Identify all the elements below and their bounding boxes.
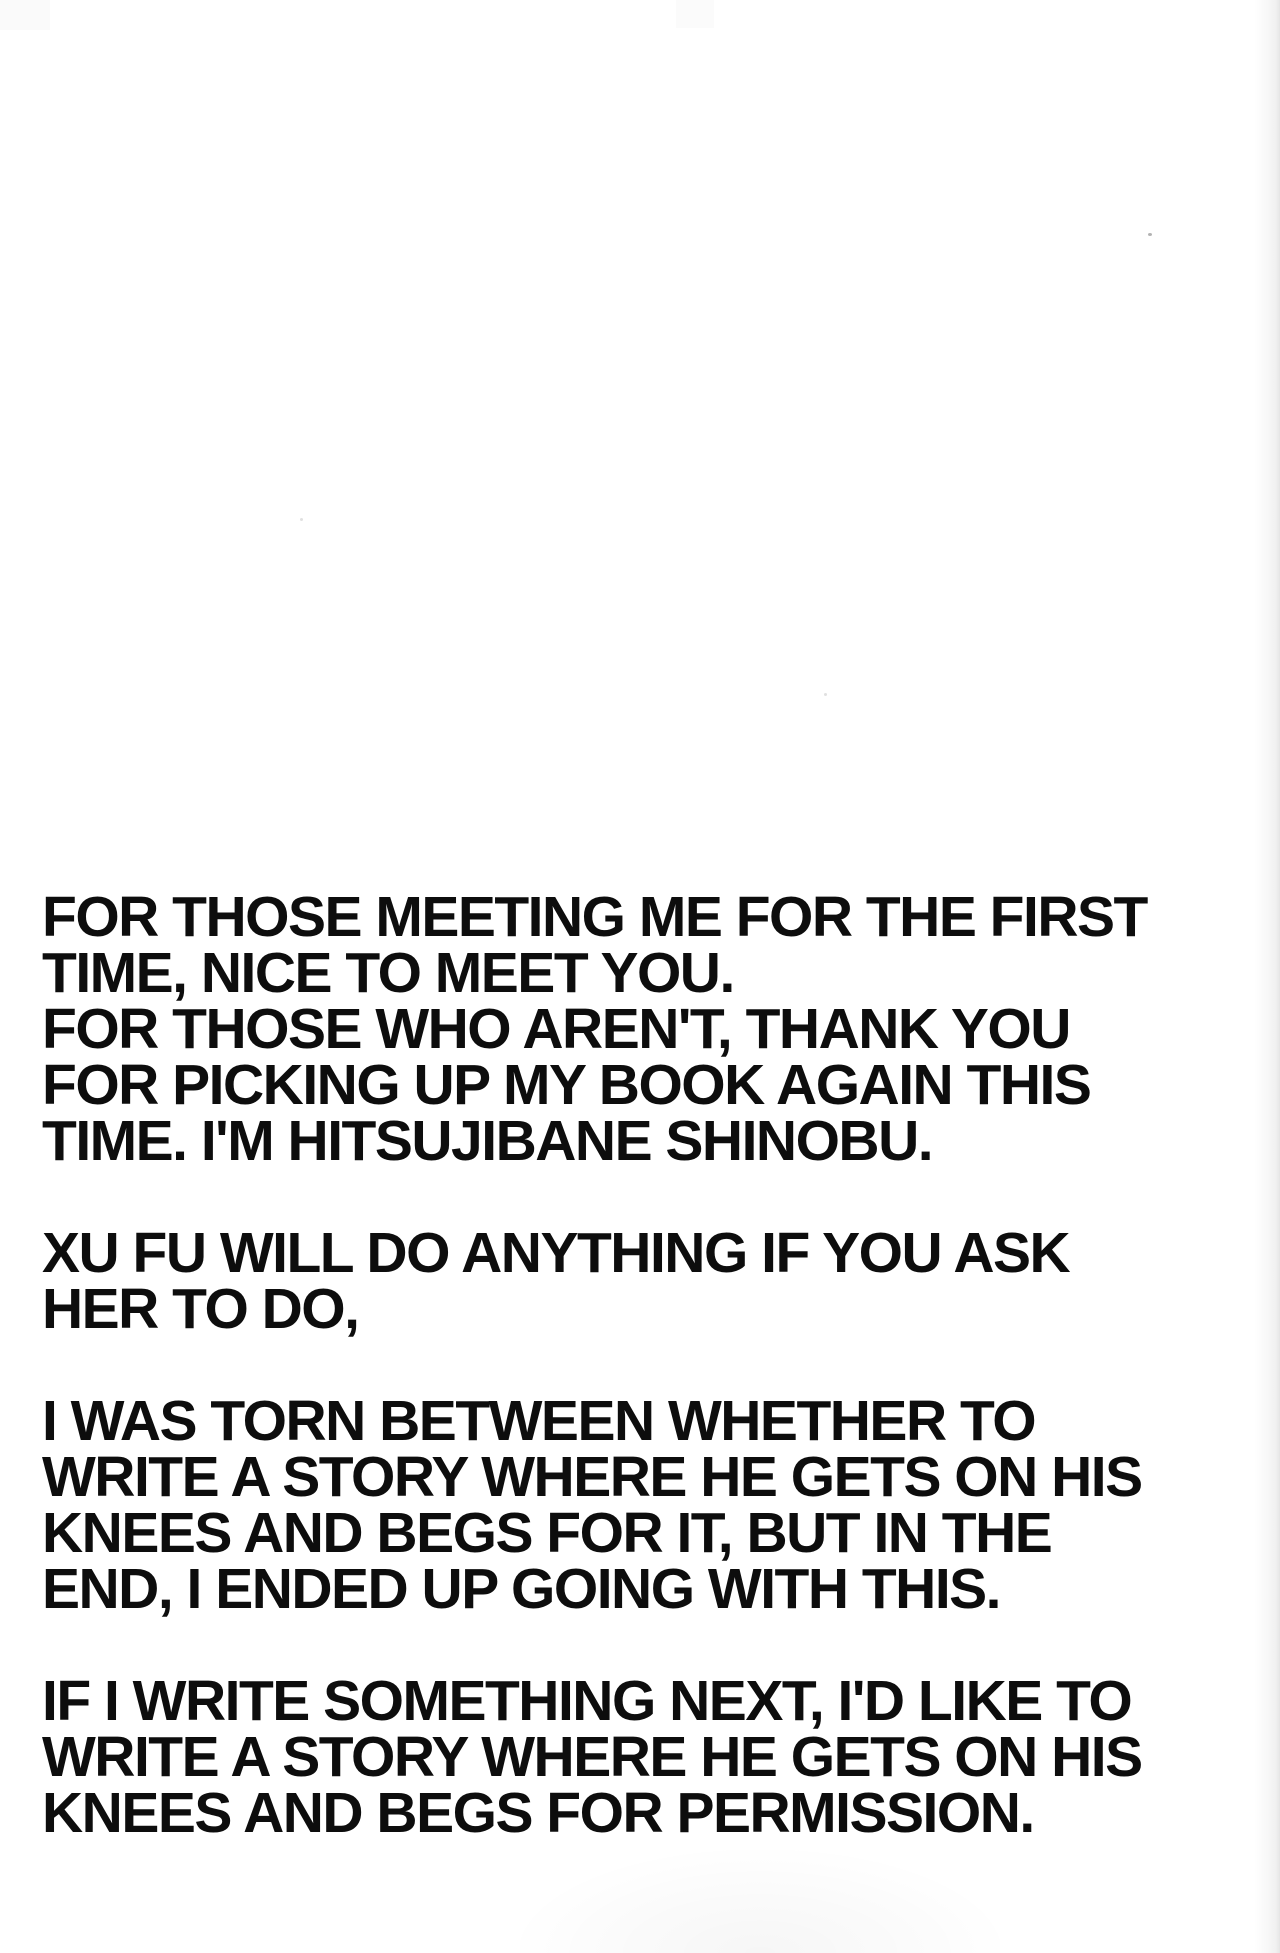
scan-speck (1148, 233, 1152, 236)
text-line: KNEES AND BEGS FOR PERMISSION. (42, 1781, 1034, 1845)
paragraph (42, 885, 1242, 1173)
page-edge-shading (1254, 0, 1280, 1953)
text-line: HER TO DO, (42, 1277, 359, 1341)
scan-artifact-bottom (520, 1850, 1000, 1953)
paragraph (42, 1221, 1242, 1341)
scan-speck (824, 693, 827, 696)
text-line: TIME, NICE TO MEET YOU. (42, 941, 734, 1005)
afterword-text (42, 885, 1242, 1845)
text-line: IF I WRITE SOMETHING NEXT, I'D LIKE TO (42, 1669, 1132, 1733)
text-line: FOR PICKING UP MY BOOK AGAIN THIS (42, 1053, 1091, 1117)
paragraph (42, 1669, 1242, 1845)
scan-artifact-top-center (676, 0, 714, 28)
scan-speck (300, 518, 303, 521)
text-line: FOR THOSE MEETING ME FOR THE FIRST (42, 885, 1147, 949)
text-line: FOR THOSE WHO AREN'T, THANK YOU (42, 997, 1070, 1061)
text-line: TIME. I'M HITSUJIBANE SHINOBU. (42, 1109, 933, 1173)
text-line: WRITE A STORY WHERE HE GETS ON HIS (42, 1725, 1142, 1789)
text-line: KNEES AND BEGS FOR IT, BUT IN THE (42, 1501, 1052, 1565)
text-line: I WAS TORN BETWEEN WHETHER TO (42, 1389, 1036, 1453)
scan-artifact-top-left (0, 0, 50, 30)
text-line: XU FU WILL DO ANYTHING IF YOU ASK (42, 1221, 1070, 1285)
text-line: END, I ENDED UP GOING WITH THIS. (42, 1557, 1001, 1621)
text-line: WRITE A STORY WHERE HE GETS ON HIS (42, 1445, 1142, 1509)
paragraph (42, 1389, 1242, 1621)
